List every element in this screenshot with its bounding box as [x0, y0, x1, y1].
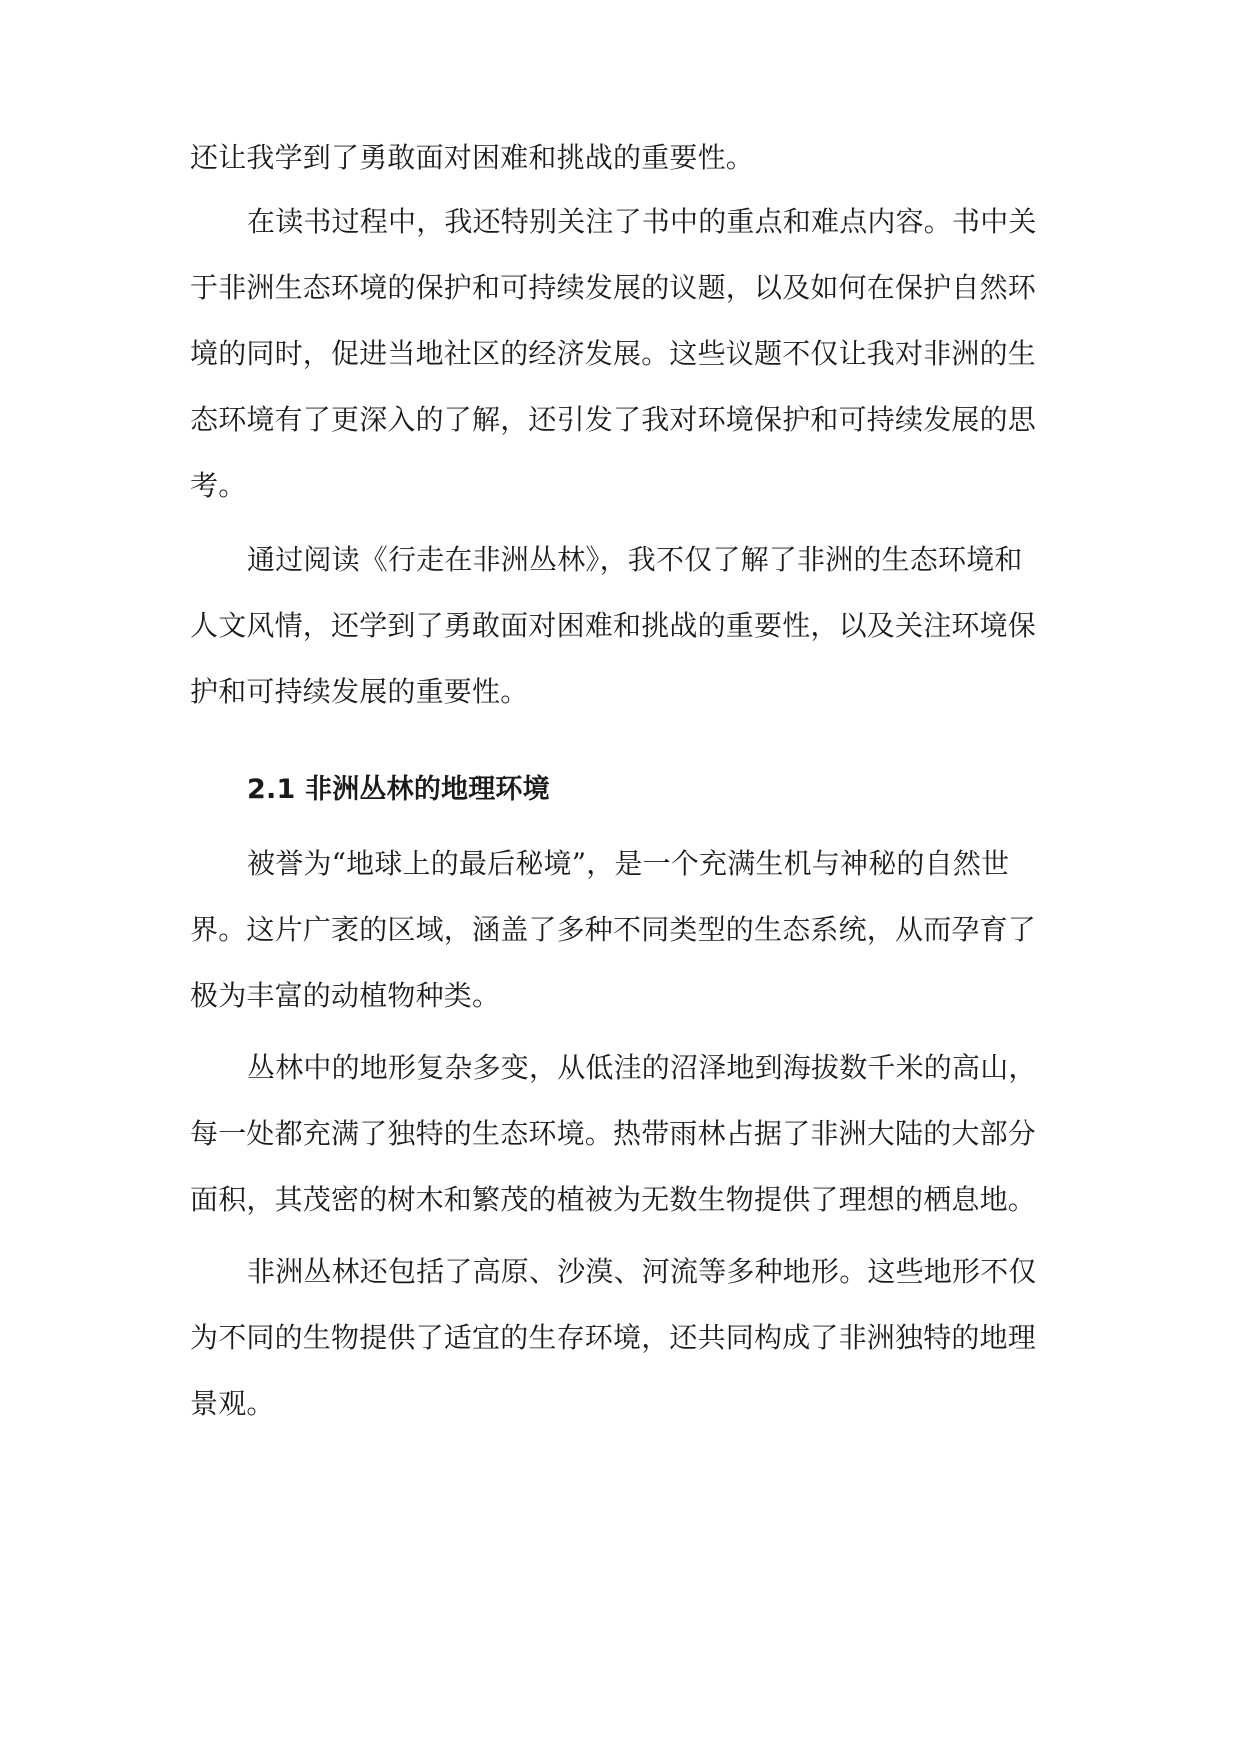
intro-paragraph-line-3: 极为丰富的动植物种类。: [190, 979, 501, 1012]
focus-paragraph-line-3: 境的同时，促进当地社区的经济发展。这些议题不仅让我对非洲的生: [190, 337, 1037, 370]
summary-paragraph-line-1: 通过阅读《行走在非洲丛林》，我不仅了解了非洲的生态环境和: [247, 543, 1023, 576]
terrain-paragraph-line-1: 丛林中的地形复杂多变，从低洼的沼泽地到海拔数千米的高山，: [247, 1051, 1037, 1084]
summary-paragraph-line-3: 护和可持续发展的重要性。: [190, 675, 529, 708]
summary-paragraph-line-2: 人文风情，还学到了勇敢面对困难和挑战的重要性，以及关注环境保: [190, 609, 1037, 642]
intro-paragraph-line-1: 被誉为“地球上的最后秘境”，是一个充满生机与神秘的自然世: [247, 847, 1010, 880]
focus-paragraph-line-5: 考。: [190, 469, 247, 502]
section-heading: 2.1 非洲丛林的地理环境: [247, 774, 550, 805]
landforms-paragraph-line-2: 为不同的生物提供了适宜的生存环境，还共同构成了非洲独特的地理: [190, 1321, 1037, 1354]
continuation-line-1: 还让我学到了勇敢面对困难和挑战的重要性。: [190, 141, 755, 174]
landforms-paragraph-line-3: 景观。: [190, 1387, 275, 1420]
terrain-paragraph-line-2: 每一处都充满了独特的生态环境。热带雨林占据了非洲大陆的大部分: [190, 1117, 1037, 1150]
intro-paragraph-line-2: 界。这片广袤的区域，涵盖了多种不同类型的生态系统，从而孕育了: [190, 913, 1037, 946]
landforms-paragraph-line-1: 非洲丛林还包括了高原、沙漠、河流等多种地形。这些地形不仅: [247, 1255, 1037, 1288]
focus-paragraph-line-2: 于非洲生态环境的保护和可持续发展的议题，以及如何在保护自然环: [190, 271, 1037, 304]
focus-paragraph-line-4: 态环境有了更深入的了解，还引发了我对环境保护和可持续发展的思: [190, 403, 1037, 436]
terrain-paragraph-line-3: 面积，其茂密的树木和繁茂的植被为无数生物提供了理想的栖息地。: [190, 1183, 1037, 1216]
focus-paragraph-line-1: 在读书过程中，我还特别关注了书中的重点和难点内容。书中关: [247, 205, 1037, 238]
